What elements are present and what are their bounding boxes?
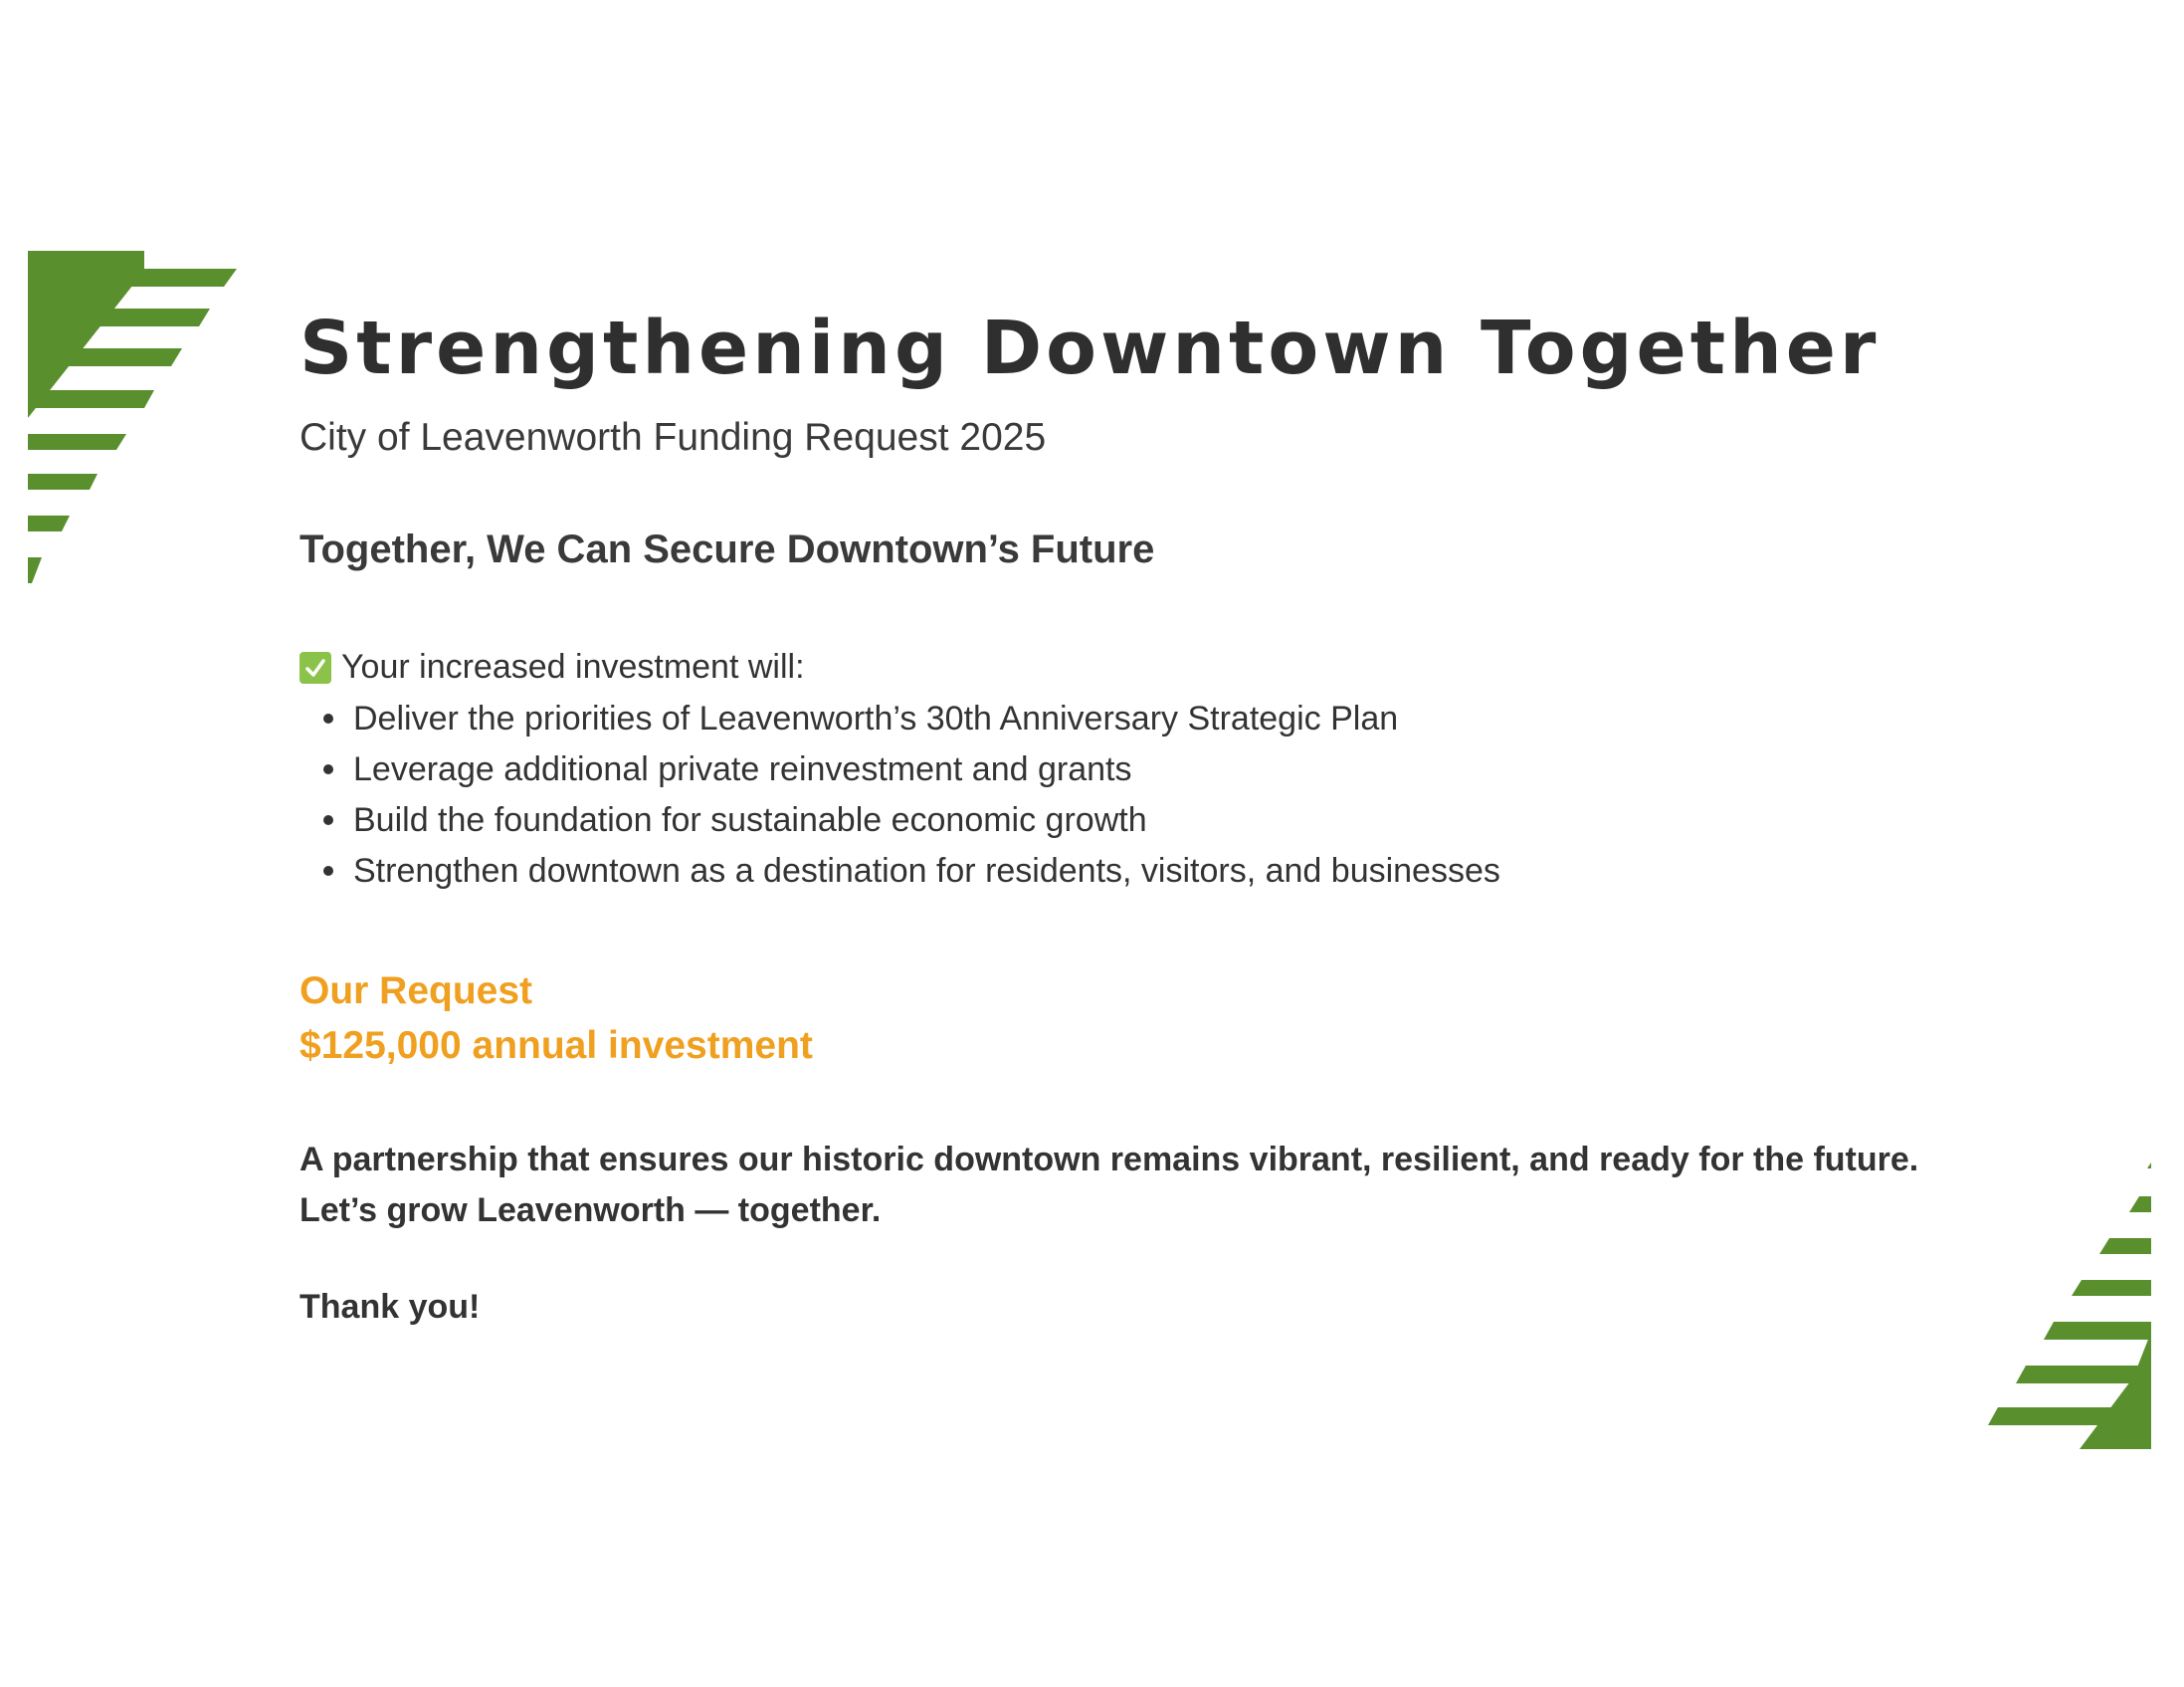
list-item-text: Deliver the priorities of Leavenworth’s 30th Anniversary Strategic Plan [353, 699, 1399, 738]
section-heading: Together, We Can Secure Downtown’s Future [299, 527, 1155, 572]
list-item [323, 694, 2090, 744]
investment-list [299, 694, 2090, 897]
closing-statement [299, 1135, 2090, 1236]
investment-section [299, 647, 2090, 897]
thank-you-text: Thank you! [299, 1288, 481, 1327]
investment-intro-text: Your increased investment will: [341, 648, 805, 687]
bullet-icon [323, 815, 333, 825]
request-amount: $125,000 annual investment [299, 1023, 813, 1067]
list-item-text: Strengthen downtown as a destination for residents, visitors, and businesses [353, 851, 1500, 890]
page-subtitle: City of Leavenworth Funding Request 2025 [299, 416, 1047, 460]
checkmark-icon [299, 652, 331, 684]
list-item-text: Build the foundation for sustainable economic growth [353, 800, 1147, 839]
request-label: Our Request [299, 968, 533, 1012]
page-title: Strengthening Downtown Together [299, 306, 1881, 391]
bullet-icon [323, 866, 333, 876]
bullet-icon [323, 714, 333, 724]
document-content [299, 306, 2090, 1328]
list-item [323, 744, 2090, 795]
closing-line-2: Let’s grow Leavenworth — together. [299, 1191, 882, 1230]
list-item [323, 846, 2090, 897]
bullet-icon [323, 764, 333, 774]
green-stripes-decoration-top-left [0, 239, 259, 597]
investment-intro [299, 647, 2090, 688]
closing-line-1: A partnership that ensures our historic downtown remains vibrant, resilient, and ready for the future. [299, 1141, 1919, 1179]
list-item [323, 795, 2090, 846]
list-item-text: Leverage additional private reinvestment and grants [353, 749, 1132, 788]
